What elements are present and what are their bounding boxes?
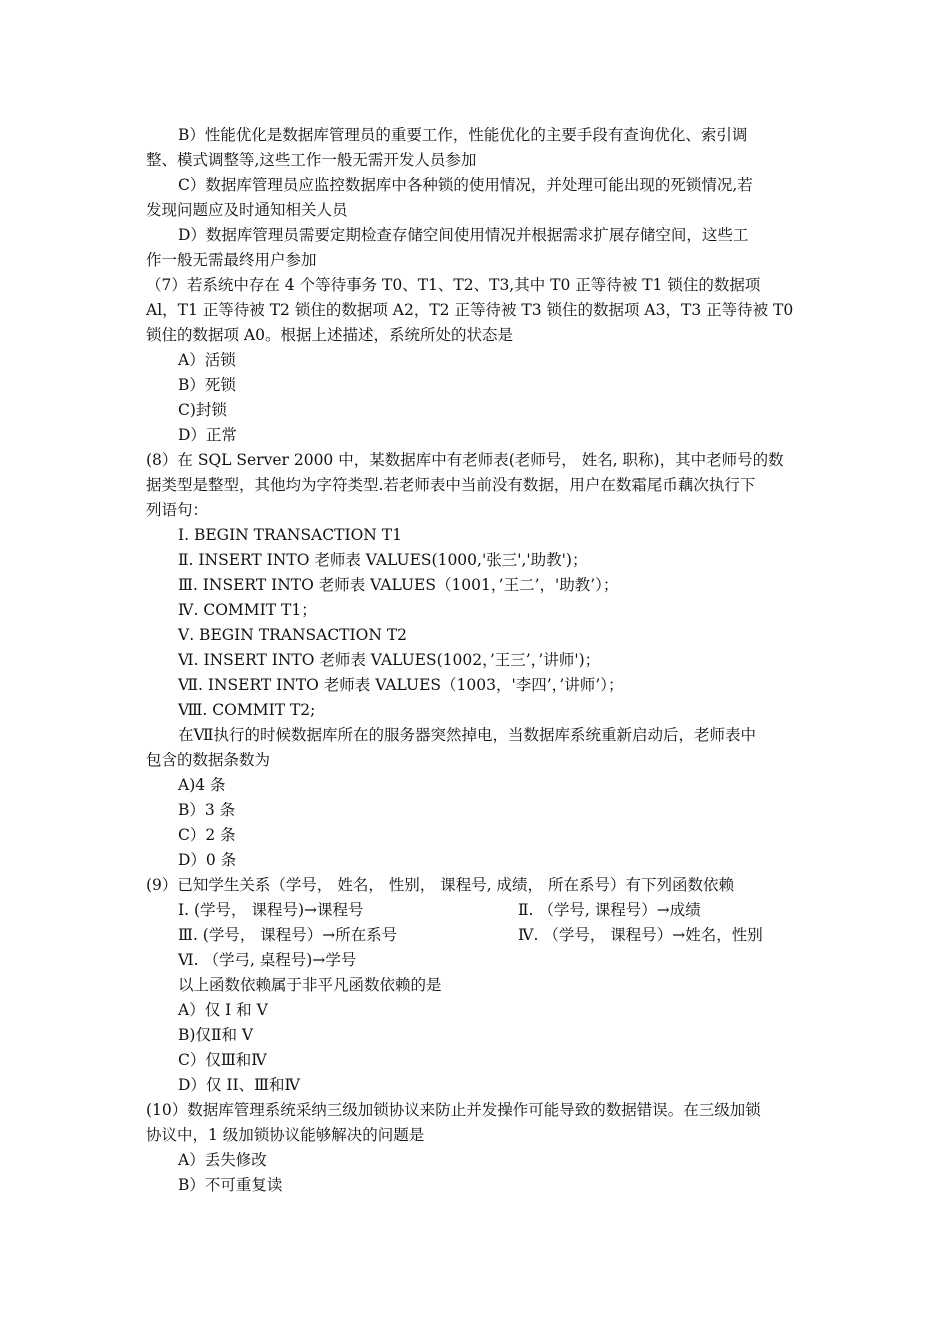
indented-text-line: A)4 条 <box>178 776 226 794</box>
indented-text-line: B）死锁 <box>178 376 236 394</box>
indented-text-line: D）仅 II、Ⅲ和Ⅳ <box>178 1076 301 1094</box>
indented-text-line: 在Ⅶ执行的时候数据库所在的服务器突然掉电，当数据库系统重新启动后，老师表中 <box>178 726 757 744</box>
dependency-row <box>146 898 806 923</box>
text-line: 整、模式调整等,这些工作一般无需开发人员参加 <box>146 151 477 169</box>
indented-text-line: C）数据库管理员应监控数据库中各种锁的使用情况，并处理可能出现的死锁情况,若 <box>178 176 753 194</box>
text-line: (10）数据库管理系统采纳三级加锁协议来防止并发操作可能导致的数据错误。在三级加锁 <box>146 1101 761 1119</box>
indented-text-line: B)仅Ⅱ和 V <box>178 1026 254 1044</box>
text-line: 据类型是整型，其他均为字符类型.若老师表中当前没有数据，用户在数霜尾币藕次执行下 <box>146 476 756 494</box>
text-line: 协议中，1 级加锁协议能够解决的问题是 <box>146 1126 425 1144</box>
text-line: 列语句： <box>146 501 209 519</box>
text-line: Al，T1 正等待被 T2 锁住的数据项 A2，T2 正等待被 T3 锁住的数据项 A3，T3 正等待被 T0 <box>146 301 794 319</box>
indented-text-line: Ⅰ. BEGIN TRANSACTION T1 <box>178 526 402 544</box>
text-line: 锁住的数据项 A0。根据上述描述，系统所处的状态是 <box>146 326 513 344</box>
indented-text-line: C)封锁 <box>178 401 227 419</box>
text-line: 包含的数据条数为 <box>146 751 271 769</box>
indented-text-line: A）仅 I 和 V <box>178 1001 268 1019</box>
text-line: (8）在 SQL Server 2000 中，某数据库中有老师表(老师号， 姓名, 职称)，其中老师号的数 <box>146 451 784 469</box>
indented-text-line: B）不可重复读 <box>178 1176 283 1194</box>
indented-text-line: Ⅴ. BEGIN TRANSACTION T2 <box>178 626 408 644</box>
indented-text-line: Ⅱ. INSERT INTO 老师表 VALUES(1000,'张三','助教')； <box>178 551 588 569</box>
indented-text-line: Ⅲ. INSERT INTO 老师表 VALUES（1001，’王二’，'助教’）； <box>178 576 619 594</box>
document-body <box>146 123 806 1198</box>
indented-text-line: Ⅶ. INSERT INTO 老师表 VALUES（1003，'李四’，’讲师’）； <box>178 676 624 694</box>
dependency-left: Ⅲ. (学号， 课程号）→所在系号 <box>178 926 398 944</box>
dependency-right: Ⅳ. （学号， 课程号）→姓名，性别 <box>518 926 763 944</box>
text-line: （7）若系统中存在 4 个等待事务 T0、T1、T2、T3,其中 T0 正等待被 T1 锁住的数据项 <box>146 276 761 294</box>
indented-text-line: C）仅Ⅲ和Ⅳ <box>178 1051 267 1069</box>
indented-text-line: Ⅵ. INSERT INTO 老师表 VALUES(1002，’王三’，’讲师')； <box>178 651 601 669</box>
indented-text-line: Ⅳ. COMMIT T1； <box>178 601 317 619</box>
dependency-left: Ⅰ. (学号， 课程号)→课程号 <box>178 901 364 919</box>
indented-text-line: D）0 条 <box>178 851 237 869</box>
indented-text-line: A）活锁 <box>178 351 236 369</box>
indented-text-line: 以上函数依赖属于非平凡函数依赖的是 <box>178 976 442 994</box>
indented-text-line: Ⅷ. COMMIT T2; <box>178 701 316 719</box>
dependency-row <box>146 923 806 948</box>
indented-text-line: A）丢失修改 <box>178 1151 267 1169</box>
indented-text-line: B）3 条 <box>178 801 236 819</box>
indented-text-line: C）2 条 <box>178 826 236 844</box>
text-line: (9）已知学生关系（学号， 姓名， 性别， 课程号, 成绩， 所在系号）有下列函数依赖 <box>146 876 734 894</box>
indented-text-line: B）性能优化是数据库管理员的重要工作，性能优化的主要手段有查询优化、索引调 <box>178 126 748 144</box>
indented-text-line: D）正常 <box>178 426 237 444</box>
text-line: 发现问题应及时通知相关人员 <box>146 201 348 219</box>
dependency-right: Ⅱ. （学号, 课程号）→成绩 <box>518 901 701 919</box>
text-line: 作一般无需最终用户参加 <box>146 251 317 269</box>
indented-text-line: D）数据库管理员需要定期检查存储空间使用情况并根据需求扩展存储空间，这些工 <box>178 226 749 244</box>
indented-text-line: Ⅵ. （学弓, 桌程号)→学号 <box>178 951 357 969</box>
